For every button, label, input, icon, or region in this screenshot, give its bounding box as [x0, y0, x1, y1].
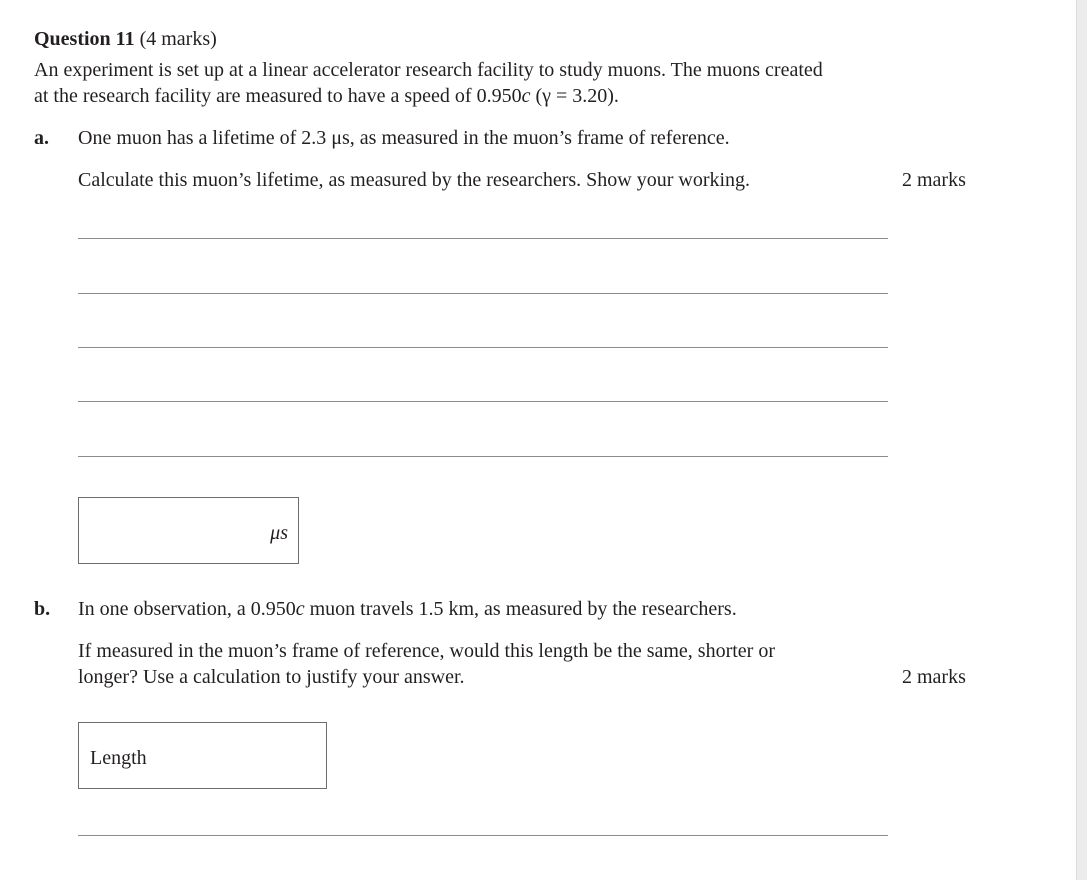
part-b-question-line-2: longer? Use a calculation to justify your answer. — [78, 666, 465, 688]
part-a-working-line[interactable] — [78, 293, 888, 294]
answer-unit-label: μs — [270, 522, 288, 544]
part-a-letter: a. — [34, 127, 49, 149]
part-a-instruction: Calculate this muon’s lifetime, as measured by the researchers. Show your working. — [78, 169, 751, 191]
part-b-working-line[interactable] — [78, 835, 888, 836]
question-heading — [34, 26, 217, 52]
part-b-length-box[interactable] — [78, 722, 327, 789]
part-a-stem: One muon has a lifetime of 2.3 μs, as measured in the muon’s frame of reference. — [78, 127, 730, 149]
question-title: Question 11 — [34, 28, 135, 50]
part-a-working-line[interactable] — [78, 347, 888, 348]
intro-line-2: at the research facility are measured to have a speed of 0.950c (γ = 3.20). — [34, 85, 619, 107]
question-intro — [34, 57, 894, 109]
part-a-working-line[interactable] — [78, 456, 888, 457]
part-a-working-line[interactable] — [78, 238, 888, 239]
part-b-stem: In one observation, a 0.950c muon travels 1.5 km, as measured by the researchers. — [78, 598, 737, 620]
question-total-marks: (4 marks) — [139, 28, 217, 50]
part-a-marks: 2 marks — [902, 169, 966, 191]
part-a-answer-box[interactable] — [78, 497, 299, 564]
length-label: Length — [90, 747, 147, 769]
vertical-scrollbar[interactable] — [1076, 0, 1087, 880]
part-a-working-line[interactable] — [78, 401, 888, 402]
intro-line-1: An experiment is set up at a linear accelerator research facility to study muons. The muons created — [34, 59, 823, 81]
part-b-marks: 2 marks — [902, 666, 966, 688]
part-b-letter: b. — [34, 598, 51, 620]
part-b-question-line-1: If measured in the muon’s frame of reference, would this length be the same, shorter or — [78, 640, 775, 662]
